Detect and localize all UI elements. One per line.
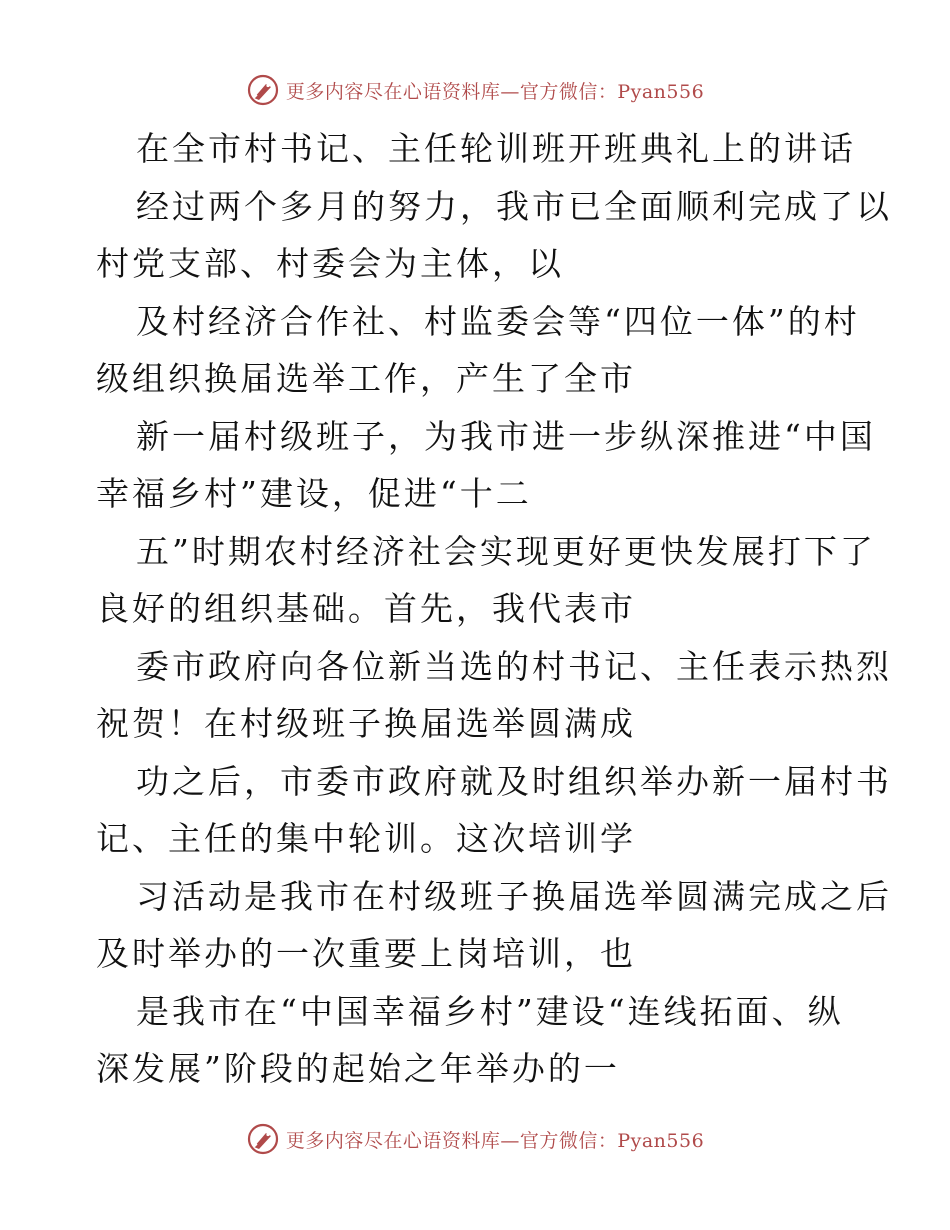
paragraph-line: 经过两个多月的努力，我市已全面顺利完成了以	[136, 186, 892, 226]
paragraph-line: 委市政府向各位新当选的村书记、主任表示热烈	[136, 646, 892, 686]
paragraph-line: 及村经济合作社、村监委会等“四位一体”的村	[136, 301, 860, 341]
paragraph-line: 幸福乡村”建设，促进“十二	[96, 474, 532, 513]
paragraph-line: 新一届村级班子，为我市进一步纵深推进“中国	[136, 416, 876, 456]
document-body	[96, 120, 892, 1098]
pen-nib-circle-icon	[246, 1122, 280, 1156]
paragraph-line: 习活动是我市在村级班子换届选举圆满完成之后	[136, 876, 892, 916]
paragraph-line: 良好的组织基础。首先，我代表市	[96, 589, 636, 628]
header-watermark-banner	[0, 70, 950, 110]
paragraph-line: 功之后，市委市政府就及时组织举办新一届村书	[136, 761, 892, 801]
paragraph-line: 记、主任的集中轮训。这次培训学	[96, 819, 636, 858]
paragraph-line: 及时举办的一次重要上岗培训，也	[96, 934, 636, 973]
footer-watermark-banner	[0, 1119, 950, 1159]
paragraph-line: 是我市在“中国幸福乡村”建设“连线拓面、纵	[136, 991, 844, 1031]
paragraph-line: 深发展”阶段的起始之年举办的一	[96, 1049, 620, 1088]
document-title: 在全市村书记、主任轮训班开班典礼上的讲话	[136, 129, 856, 168]
paragraph-line: 五”时期农村经济社会实现更好更快发展打下了	[136, 531, 876, 571]
footer-watermark-text: 更多内容尽在心语资料库—官方微信：Pyan556	[285, 1129, 705, 1152]
header-watermark-text: 更多内容尽在心语资料库—官方微信：Pyan556	[285, 80, 705, 103]
pen-nib-circle-icon	[246, 73, 280, 107]
paragraph-line: 祝贺！在村级班子换届选举圆满成	[96, 704, 636, 743]
paragraph-line: 村党支部、村委会为主体，以	[96, 244, 564, 283]
paragraph-line: 级组织换届选举工作，产生了全市	[96, 359, 636, 398]
